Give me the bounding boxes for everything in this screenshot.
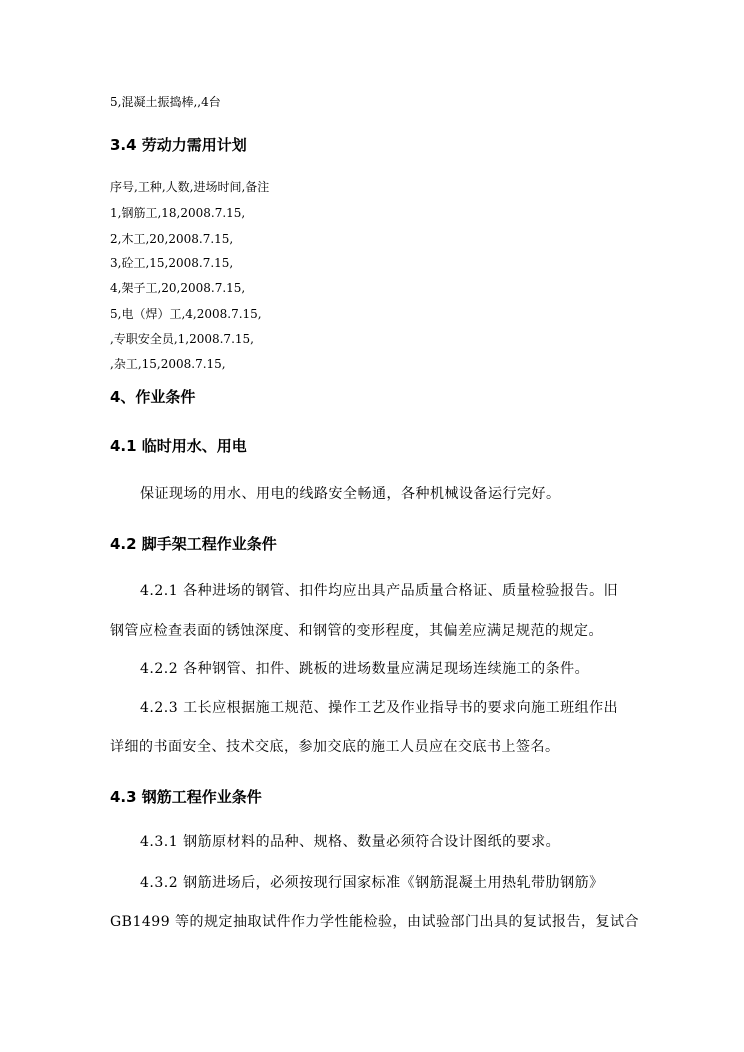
paragraph-4-3-2-line-1: 4.3.2 钢筋进场后，必须按现行国家标准《钢筋混凝土用热轧带肋钢筋》 (140, 875, 604, 891)
heading-4-3: 4.3 钢筋工程作业条件 (110, 788, 262, 806)
heading-4: 4、作业条件 (110, 388, 196, 406)
paragraph-4-2-3-line-1: 4.2.3 工长应根据施工规范、操作工艺及作业指导书的要求向施工班组作出 (140, 700, 619, 716)
paragraph-4-2-2: 4.2.2 各种钢管、扣件、跳板的进场数量应满足现场连续施工的条件。 (140, 661, 590, 677)
paragraph-4-3-2-line-2: GB1499 等的规定抽取试件作力学性能检验，由试验部门出具的复试报告，复试合 (110, 914, 640, 930)
labor-row-6: ,专职安全员,1,2008.7.15, (110, 332, 254, 346)
heading-4-1: 4.1 临时用水、用电 (110, 437, 247, 455)
paragraph-4-2-1-line-2: 钢管应检查表面的锈蚀深度、和钢管的变形程度，其偏差应满足规范的规定。 (110, 623, 603, 639)
paragraph-4-3-1: 4.3.1 钢筋原材料的品种、规格、数量必须符合设计图纸的要求。 (140, 834, 561, 850)
labor-table-header: 序号,工种,人数,进场时间,备注 (110, 180, 270, 194)
paragraph-4-2-1-line-1: 4.2.1 各种进场的钢管、扣件均应出具产品质量合格证、质量检验报告。旧 (140, 583, 619, 599)
labor-row-7: ,杂工,15,2008.7.15, (110, 357, 226, 371)
labor-row-3: 3,砼工,15,2008.7.15, (110, 256, 234, 270)
labor-row-4: 4,架子工,20,2008.7.15, (110, 281, 246, 295)
labor-row-1: 1,钢筋工,18,2008.7.15, (110, 206, 246, 220)
paragraph-4-1: 保证现场的用水、用电的线路安全畅通，各种机械设备运行完好。 (140, 486, 561, 502)
equipment-line-5: 5,混凝土振捣棒,,4台 (110, 95, 221, 109)
paragraph-4-2-3-line-2: 详细的书面安全、技术交底，参加交底的施工人员应在交底书上签名。 (110, 739, 560, 755)
heading-3-4: 3.4 劳动力需用计划 (110, 136, 247, 154)
heading-4-2: 4.2 脚手架工程作业条件 (110, 535, 277, 553)
labor-row-5: 5,电（焊）工,4,2008.7.15, (110, 307, 262, 321)
labor-row-2: 2,木工,20,2008.7.15, (110, 232, 234, 246)
